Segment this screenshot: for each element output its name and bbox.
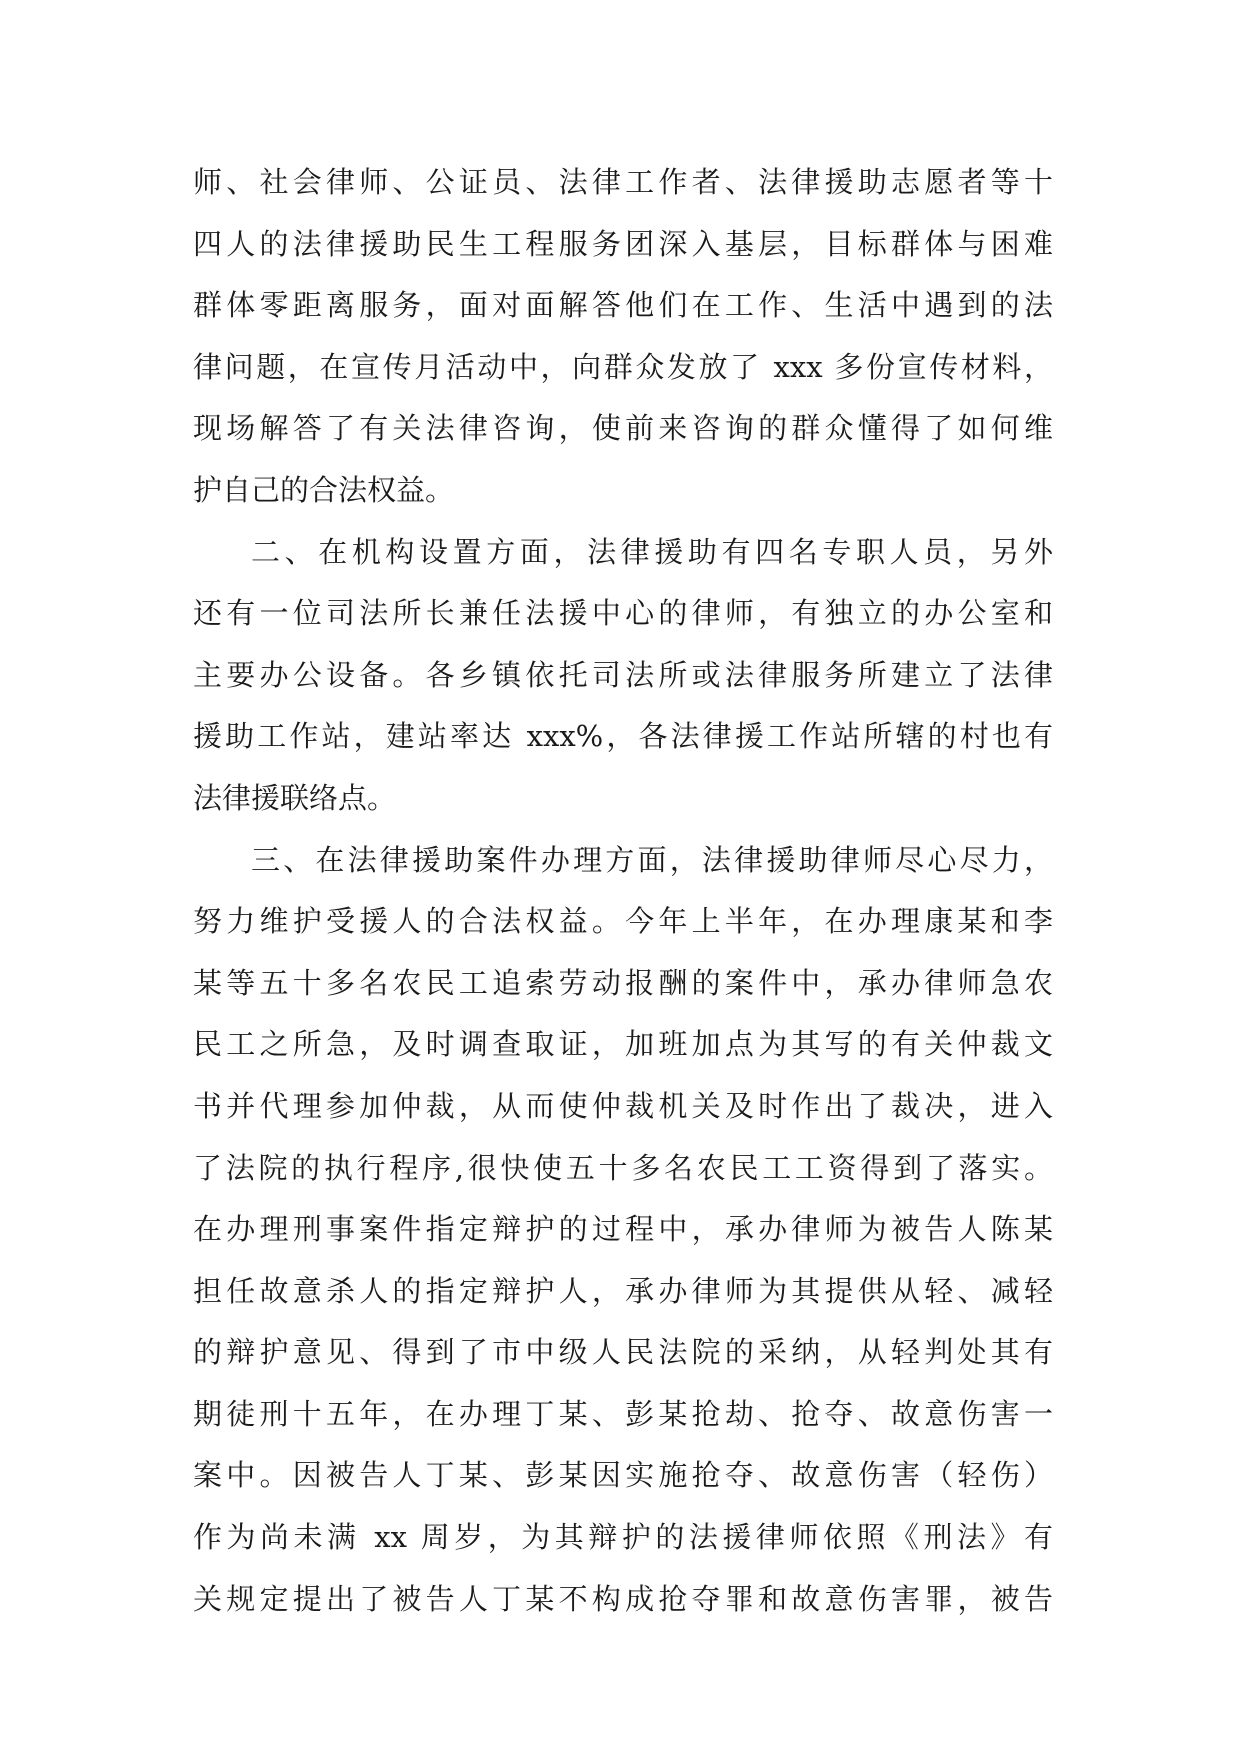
text-line-12: 三、在法律援助案件办理方面，法律援助律师尽心尽力， xyxy=(251,842,1053,877)
text-line-1: 师、社会律师、公证员、法律工作者、法律援助志愿者等十 xyxy=(193,165,1053,199)
text-line-20: 的辩护意见、得到了市中级人民法院的采纳，从轻判处其有 xyxy=(193,1335,1053,1370)
text-line-15: 民工之所急，及时调查取证，加班加点为其写的有关仲裁文 xyxy=(193,1027,1053,1062)
text-line-11: 法律援联络点。 xyxy=(193,780,397,815)
text-line-3: 群体零距离服务，面对面解答他们在工作、生活中遇到的法 xyxy=(193,288,1053,323)
text-line-14: 某等五十多名农民工追索劳动报酬的案件中，承办律师急农 xyxy=(193,965,1053,1000)
text-line-5: 现场解答了有关法律咨询，使前来咨询的群众懂得了如何维 xyxy=(193,411,1053,446)
text-line-9: 主要办公设备。各乡镇依托司法所或法律服务所建立了法律 xyxy=(193,657,1053,692)
text-line-18: 在办理刑事案件指定辩护的过程中，承办律师为被告人陈某 xyxy=(193,1212,1053,1247)
text-line-4: 律问题，在宣传月活动中，向群众发放了 xxx 多份宣传材料， xyxy=(193,349,1053,384)
text-line-19: 担任故意杀人的指定辩护人，承办律师为其提供从轻、减轻 xyxy=(193,1273,1053,1308)
text-line-24: 关规定提出了被告人丁某不构成抢夺罪和故意伤害罪，被告 xyxy=(193,1581,1053,1616)
text-line-23: 作为尚未满 xx 周岁，为其辩护的法援律师依照《刑法》有 xyxy=(193,1520,1053,1555)
text-line-16: 书并代理参加仲裁，从而使仲裁机关及时作出了裁决，进入 xyxy=(193,1088,1053,1123)
text-line-6: 护自己的合法权益。 xyxy=(193,472,455,507)
text-line-17: 了法院的执行程序,很快使五十多名农民工工资得到了落实。 xyxy=(193,1150,1053,1185)
text-line-13: 努力维护受援人的合法权益。今年上半年，在办理康某和李 xyxy=(193,904,1053,939)
text-line-2: 四人的法律援助民生工程服务团深入基层，目标群体与困难 xyxy=(193,226,1053,261)
text-line-10: 援助工作站，建站率达 xxx%，各法律援工作站所辖的村也有 xyxy=(193,719,1053,754)
text-line-21: 期徒刑十五年，在办理丁某、彭某抢劫、抢夺、故意伤害一 xyxy=(193,1396,1053,1431)
text-line-8: 还有一位司法所长兼任法援中心的律师，有独立的办公室和 xyxy=(193,596,1053,631)
body-text xyxy=(193,152,1053,1630)
text-line-22: 案中。因被告人丁某、彭某因实施抢夺、故意伤害（轻伤） xyxy=(193,1458,1053,1493)
text-line-7: 二、在机构设置方面，法律援助有四名专职人员，另外 xyxy=(251,534,1053,569)
